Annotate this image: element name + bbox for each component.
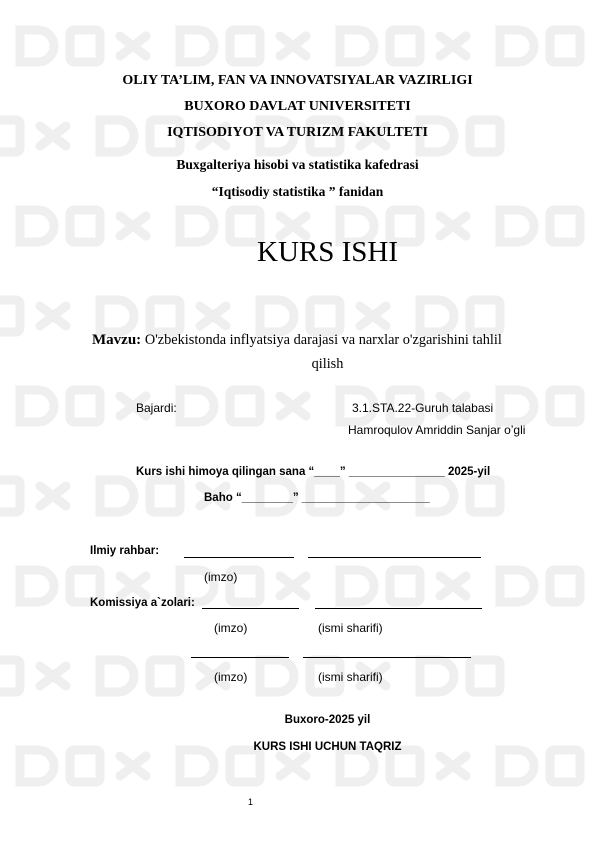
place-year: Buxoro-2025 yil	[284, 714, 371, 726]
commission-name-caption-2: (ismi sharifi)	[318, 670, 383, 684]
commission-signature-line-2	[191, 657, 289, 658]
commission-name-line-2	[303, 657, 471, 658]
commission-sign-caption-2: (imzo)	[214, 670, 248, 684]
topic-label: Mavzu:	[92, 332, 142, 348]
faculty-name: IQTISODIYOT VA TURIZM FAKULTETI	[167, 125, 428, 140]
commission-name-caption-1: (ismi sharifi)	[318, 621, 383, 635]
review-title: KURS ISHI UCHUN TAQRIZ	[253, 741, 402, 753]
department-name: Buxgalteriya hisobi va statistika kafedrasi	[176, 157, 419, 172]
topic-text-2: qilish	[311, 356, 344, 372]
commission-name-line-1	[315, 608, 482, 609]
author-label: Bajardi:	[136, 401, 177, 415]
subject-name: “Iqtisodiy statistika ” fanidan	[211, 184, 384, 199]
supervisor-name-line	[308, 557, 481, 558]
commission-sign-caption-1: (imzo)	[214, 621, 248, 635]
supervisor-sign-caption: (imzo)	[204, 570, 238, 584]
grade-line: Baho “________” ____________________	[204, 492, 430, 504]
university-name: BUXORO DAVLAT UNIVERSITETI	[184, 99, 411, 114]
topic-text-1: O'zbekistonda inflyatsiya darajasi va narxlar o'zgarishini tahlil	[144, 332, 502, 348]
supervisor-signature-line	[184, 557, 294, 558]
topic-line-1	[92, 332, 502, 349]
document-title: KURS ISHI	[257, 236, 398, 268]
author-group: 3.1.STA.22-Guruh talabasi	[352, 401, 494, 415]
commission-signature-line-1	[202, 608, 299, 609]
author-name: Hamroqulov Amriddin Sanjar o’gli	[348, 423, 526, 437]
commission-label: Komissiya a`zolari:	[90, 597, 195, 609]
ministry-name: OLIY TA’LIM, FAN VA INNOVATSIYALAR VAZIRLIGI	[122, 73, 473, 88]
defense-date-line: Kurs ishi himoya qilingan sana “____” _______________ 2025-yil	[136, 466, 491, 478]
supervisor-label: Ilmiy rahbar:	[90, 545, 160, 557]
page-number: 1	[248, 797, 254, 807]
